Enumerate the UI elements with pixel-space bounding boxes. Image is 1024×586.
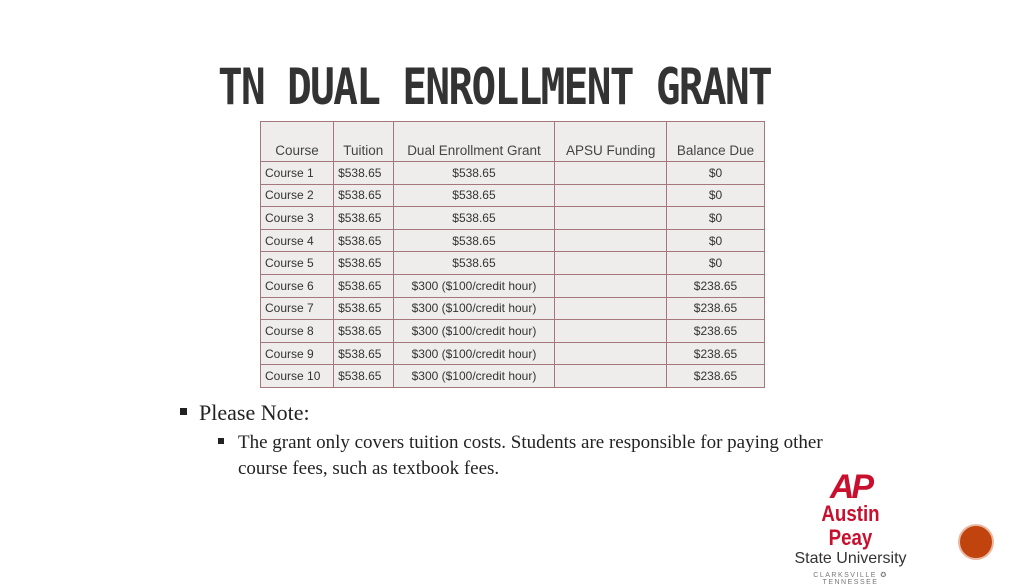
table-cell: $300 ($100/credit hour) <box>393 274 555 297</box>
table-cell: $538.65 <box>334 274 393 297</box>
table-cell: $538.65 <box>334 184 393 207</box>
table-cell: $238.65 <box>667 274 765 297</box>
table-cell: $300 ($100/credit hour) <box>393 320 555 343</box>
table-cell: $238.65 <box>667 297 765 320</box>
table-cell: Course 10 <box>261 365 334 388</box>
logo-sub: State University <box>794 550 907 567</box>
table-cell: $300 ($100/credit hour) <box>393 297 555 320</box>
table-row <box>261 274 765 297</box>
table-row <box>261 207 765 230</box>
note-heading: Please Note: <box>199 400 310 425</box>
table-cell: Course 5 <box>261 252 334 275</box>
table-cell <box>555 229 667 252</box>
table-cell: Course 8 <box>261 320 334 343</box>
table-cell <box>555 274 667 297</box>
table-cell: $538.65 <box>334 365 393 388</box>
table-cell: Course 2 <box>261 184 334 207</box>
table-row <box>261 252 765 275</box>
note-text: The grant only covers tuition costs. Students are responsible for paying other course fees, such as textbook fees. <box>238 432 823 479</box>
table-cell: $538.65 <box>334 297 393 320</box>
table-row <box>261 229 765 252</box>
table-cell: $0 <box>667 162 765 185</box>
bullet-icon <box>180 408 187 415</box>
table-cell: Course 7 <box>261 297 334 320</box>
table-cell: $0 <box>667 252 765 275</box>
table-cell: $238.65 <box>667 320 765 343</box>
table-row <box>261 342 765 365</box>
table-cell <box>555 184 667 207</box>
table-cell: $538.65 <box>334 229 393 252</box>
table-cell <box>555 320 667 343</box>
column-header: Balance Due <box>667 122 765 162</box>
column-header: Dual Enrollment Grant <box>393 122 555 162</box>
table-row <box>261 162 765 185</box>
table-cell <box>555 342 667 365</box>
table-row <box>261 297 765 320</box>
logo-mark: AP <box>829 468 872 506</box>
table-cell: Course 1 <box>261 162 334 185</box>
table-cell: $300 ($100/credit hour) <box>393 342 555 365</box>
table-cell: Course 3 <box>261 207 334 230</box>
table-cell: Course 4 <box>261 229 334 252</box>
slide-number-badge <box>958 524 994 560</box>
table-cell: $538.65 <box>334 162 393 185</box>
table-cell: $0 <box>667 207 765 230</box>
table-cell: $538.65 <box>334 252 393 275</box>
table-row <box>261 184 765 207</box>
column-header: APSU Funding <box>555 122 667 162</box>
table-cell: $300 ($100/credit hour) <box>393 365 555 388</box>
slide-title: TN DUAL ENROLLMENT GRANT <box>218 58 772 116</box>
table-cell <box>555 365 667 388</box>
grant-table <box>260 121 765 388</box>
table-row <box>261 320 765 343</box>
table-cell: $538.65 <box>393 229 555 252</box>
table-cell: $538.65 <box>393 162 555 185</box>
table-cell: $538.65 <box>334 342 393 365</box>
table-cell: Course 9 <box>261 342 334 365</box>
table-cell <box>555 252 667 275</box>
table-cell: $538.65 <box>393 207 555 230</box>
table-cell: $0 <box>667 184 765 207</box>
table-cell <box>555 162 667 185</box>
column-header: Tuition <box>334 122 393 162</box>
table-cell <box>555 207 667 230</box>
apsu-logo <box>788 468 913 586</box>
table-cell: $538.65 <box>334 207 393 230</box>
table-row <box>261 365 765 388</box>
table-cell: Course 6 <box>261 274 334 297</box>
table-cell: $538.65 <box>334 320 393 343</box>
logo-name: Austin Peay <box>821 501 880 550</box>
table-cell: $0 <box>667 229 765 252</box>
logo-location: CLARKSVILLE ✪ TENNESSEE <box>813 572 888 586</box>
table-cell: $538.65 <box>393 184 555 207</box>
column-header: Course <box>261 122 334 162</box>
table-cell <box>555 297 667 320</box>
table-cell: $238.65 <box>667 365 765 388</box>
table-cell: $538.65 <box>393 252 555 275</box>
table-cell: $238.65 <box>667 342 765 365</box>
